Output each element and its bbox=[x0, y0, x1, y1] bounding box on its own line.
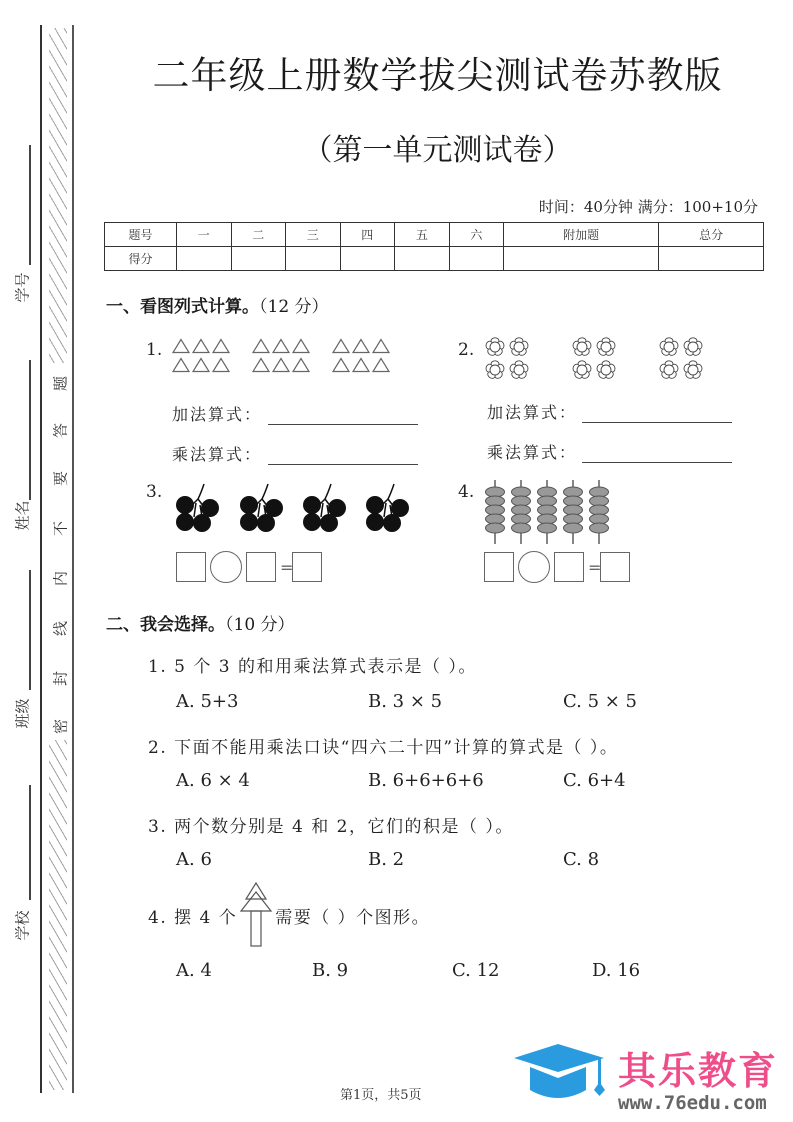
triangle-icon bbox=[292, 357, 310, 373]
triangle-icon bbox=[252, 357, 270, 373]
score-cell[interactable] bbox=[340, 247, 395, 271]
triangle-group bbox=[252, 338, 310, 373]
page-title: 二年级上册数学拔尖测试卷苏教版 bbox=[152, 54, 723, 97]
equals-sign: = bbox=[280, 557, 294, 577]
score-row-label: 得分 bbox=[105, 247, 177, 271]
section1-title bbox=[106, 292, 329, 317]
flower-icon bbox=[509, 360, 529, 380]
eq-box-2[interactable] bbox=[246, 552, 276, 582]
triangle-icon bbox=[332, 338, 350, 354]
flower-group bbox=[572, 337, 616, 380]
exam-meta: 时间：40分钟 满分：100+10分 bbox=[538, 198, 758, 216]
seal-char: 不 bbox=[51, 521, 70, 537]
s2-q1-option-a[interactable]: A. 5+3 bbox=[176, 691, 239, 712]
bead-skewer-icon bbox=[562, 480, 584, 544]
score-cell[interactable] bbox=[286, 247, 341, 271]
triangle-icon bbox=[172, 338, 190, 354]
flower-icon bbox=[683, 337, 703, 357]
binding-margin bbox=[0, 0, 100, 1122]
student-id-line[interactable] bbox=[29, 145, 31, 265]
s1-q1-mul-answer-line[interactable] bbox=[268, 464, 418, 465]
s2-q3-text: 3. 两个数分别是 4 和 2，它们的积是（ ）。 bbox=[148, 817, 514, 837]
s2-q1-option-b[interactable]: B. 3 × 5 bbox=[368, 691, 443, 712]
flower-icon bbox=[596, 337, 616, 357]
triangle-icon bbox=[352, 357, 370, 373]
score-header-cell: 四 bbox=[340, 223, 395, 247]
eq-box-result[interactable] bbox=[600, 552, 630, 582]
eq-box-1[interactable] bbox=[484, 552, 514, 582]
watermark-url: www.76edu.com bbox=[618, 1092, 767, 1114]
eq-box-1[interactable] bbox=[176, 552, 206, 582]
score-cell[interactable] bbox=[231, 247, 286, 271]
s1-q2-mul-answer-line[interactable] bbox=[582, 462, 732, 463]
s2-q3-option-b[interactable]: B. 2 bbox=[368, 849, 405, 870]
triangle-icon bbox=[272, 357, 290, 373]
bead-skewer-icon bbox=[588, 480, 610, 544]
hatch-bottom bbox=[49, 740, 67, 1090]
s1-q1-add-answer-line[interactable] bbox=[268, 424, 418, 425]
triangle-icon bbox=[252, 338, 270, 354]
score-header-cell: 题号 bbox=[105, 223, 177, 247]
flower-icon bbox=[509, 337, 529, 357]
triangle-group bbox=[332, 338, 390, 373]
triangle-icon bbox=[212, 357, 230, 373]
flower-icon bbox=[485, 360, 505, 380]
name-label: 姓名 bbox=[13, 500, 32, 531]
triangle-icon bbox=[372, 338, 390, 354]
score-header-cell: 三 bbox=[286, 223, 341, 247]
watermark-logo bbox=[510, 1040, 790, 1116]
score-cell[interactable] bbox=[504, 247, 659, 271]
page-subtitle: （第一单元测试卷） bbox=[302, 133, 573, 168]
class-label: 班级 bbox=[13, 698, 32, 729]
seal-char: 要 bbox=[51, 471, 70, 487]
s2-q2-option-b[interactable]: B. 6+6+6+6 bbox=[368, 770, 484, 791]
section2-title bbox=[106, 610, 295, 635]
seal-char: 密 bbox=[51, 719, 70, 735]
class-line[interactable] bbox=[29, 570, 31, 690]
flower-icon bbox=[659, 337, 679, 357]
graduation-cap-icon bbox=[510, 1040, 610, 1110]
score-header-cell: 二 bbox=[231, 223, 286, 247]
school-line[interactable] bbox=[29, 785, 31, 900]
score-cell[interactable] bbox=[395, 247, 450, 271]
s2-q4-option-c[interactable]: C. 12 bbox=[452, 960, 500, 981]
watermark-name: 其乐教育 bbox=[618, 1049, 779, 1093]
s2-q1-option-c[interactable]: C. 5 × 5 bbox=[563, 691, 638, 712]
score-cell[interactable] bbox=[177, 247, 232, 271]
score-header-cell: 总分 bbox=[659, 223, 764, 247]
eq-operator-circle[interactable] bbox=[210, 551, 242, 583]
s2-q2-option-a[interactable]: A. 6 × 4 bbox=[176, 770, 250, 791]
s1-q3-number: 3. bbox=[146, 482, 163, 502]
flower-icon bbox=[485, 337, 505, 357]
s2-q2-text: 2. 下面不能用乘法口诀“四六二十四”计算的算式是（ ）。 bbox=[148, 738, 619, 758]
bead-skewer-icon bbox=[510, 480, 532, 544]
s2-q1-text: 1. 5 个 3 的和用乘法算式表示是（ ）。 bbox=[148, 657, 477, 677]
s1-q1-add-label: 加法算式： bbox=[172, 405, 263, 424]
s1-q1-number: 1. bbox=[146, 340, 163, 360]
bead-skewer-icon bbox=[484, 480, 506, 544]
name-line[interactable] bbox=[29, 360, 31, 500]
school-label: 学校 bbox=[13, 910, 32, 941]
triangle-icon bbox=[352, 338, 370, 354]
section2-points: （10 分） bbox=[225, 615, 295, 635]
s1-q2-add-answer-line[interactable] bbox=[582, 422, 732, 423]
flower-icon bbox=[659, 360, 679, 380]
grape-icon bbox=[238, 483, 286, 533]
flower-icon bbox=[572, 337, 592, 357]
equals-sign: = bbox=[588, 557, 602, 577]
grape-icon bbox=[364, 483, 412, 533]
s1-q2-number: 2. bbox=[458, 340, 475, 360]
s2-q4-option-b[interactable]: B. 9 bbox=[312, 960, 349, 981]
binding-line-outer bbox=[40, 25, 42, 1093]
triangle-icon bbox=[292, 338, 310, 354]
bead-skewer-icon bbox=[536, 480, 558, 544]
triangle-group bbox=[172, 338, 230, 373]
flower-icon bbox=[596, 360, 616, 380]
score-cell[interactable] bbox=[659, 247, 764, 271]
seal-char: 答 bbox=[51, 423, 70, 439]
s1-q2-mul-label: 乘法算式： bbox=[487, 443, 578, 462]
triangle-icon bbox=[272, 338, 290, 354]
grape-icon bbox=[174, 483, 222, 533]
s1-q4-equation bbox=[484, 551, 630, 583]
flower-icon bbox=[683, 360, 703, 380]
s2-q2-option-c[interactable]: C. 6+4 bbox=[563, 770, 626, 791]
s1-q4-number: 4. bbox=[458, 482, 475, 502]
tree-shape-icon bbox=[239, 882, 273, 948]
s2-q4-text-before: 4. 摆 4 个 bbox=[148, 907, 238, 928]
triangle-icon bbox=[192, 338, 210, 354]
eq-box-result[interactable] bbox=[292, 552, 322, 582]
binding-line-inner bbox=[72, 25, 74, 1093]
s2-q4-option-a[interactable]: A. 4 bbox=[176, 960, 212, 981]
s2-q4-option-d[interactable]: D. 16 bbox=[592, 960, 641, 981]
score-cell[interactable] bbox=[449, 247, 504, 271]
s1-q2-add-label: 加法算式： bbox=[487, 403, 578, 422]
score-table-score-row bbox=[105, 247, 764, 271]
score-header-cell: 一 bbox=[177, 223, 232, 247]
score-table-header-row bbox=[105, 223, 764, 247]
section1-points: （12 分） bbox=[259, 297, 329, 317]
eq-box-2[interactable] bbox=[554, 552, 584, 582]
grape-icon bbox=[301, 483, 349, 533]
triangle-icon bbox=[192, 357, 210, 373]
seal-char: 题 bbox=[51, 376, 70, 392]
flower-group bbox=[659, 337, 703, 380]
hatch-top bbox=[49, 28, 67, 363]
eq-operator-circle[interactable] bbox=[518, 551, 550, 583]
flower-group bbox=[485, 337, 529, 380]
page-number: 第1页，共5页 bbox=[340, 1088, 422, 1103]
s2-q4-text bbox=[148, 882, 430, 948]
flower-icon bbox=[572, 360, 592, 380]
score-header-cell: 六 bbox=[449, 223, 504, 247]
triangle-icon bbox=[372, 357, 390, 373]
seal-char: 封 bbox=[51, 671, 70, 687]
student-id-label: 学号 bbox=[13, 272, 32, 303]
s2-q3-option-a[interactable]: A. 6 bbox=[176, 849, 212, 870]
section2-title-text: 二、我会选择。 bbox=[106, 615, 225, 635]
s1-q1-mul-label: 乘法算式： bbox=[172, 445, 263, 464]
seal-char: 内 bbox=[51, 571, 70, 587]
triangle-icon bbox=[332, 357, 350, 373]
section1-title-text: 一、看图列式计算。 bbox=[106, 297, 259, 317]
triangle-icon bbox=[212, 338, 230, 354]
score-table bbox=[104, 222, 764, 271]
score-header-cell: 五 bbox=[395, 223, 450, 247]
seal-char: 线 bbox=[51, 621, 70, 637]
s2-q4-text-after: 需要（ ）个图形。 bbox=[275, 907, 431, 928]
score-header-cell: 附加题 bbox=[504, 223, 659, 247]
s1-q3-equation bbox=[176, 551, 322, 583]
s2-q3-option-c[interactable]: C. 8 bbox=[563, 849, 600, 870]
triangle-icon bbox=[172, 357, 190, 373]
